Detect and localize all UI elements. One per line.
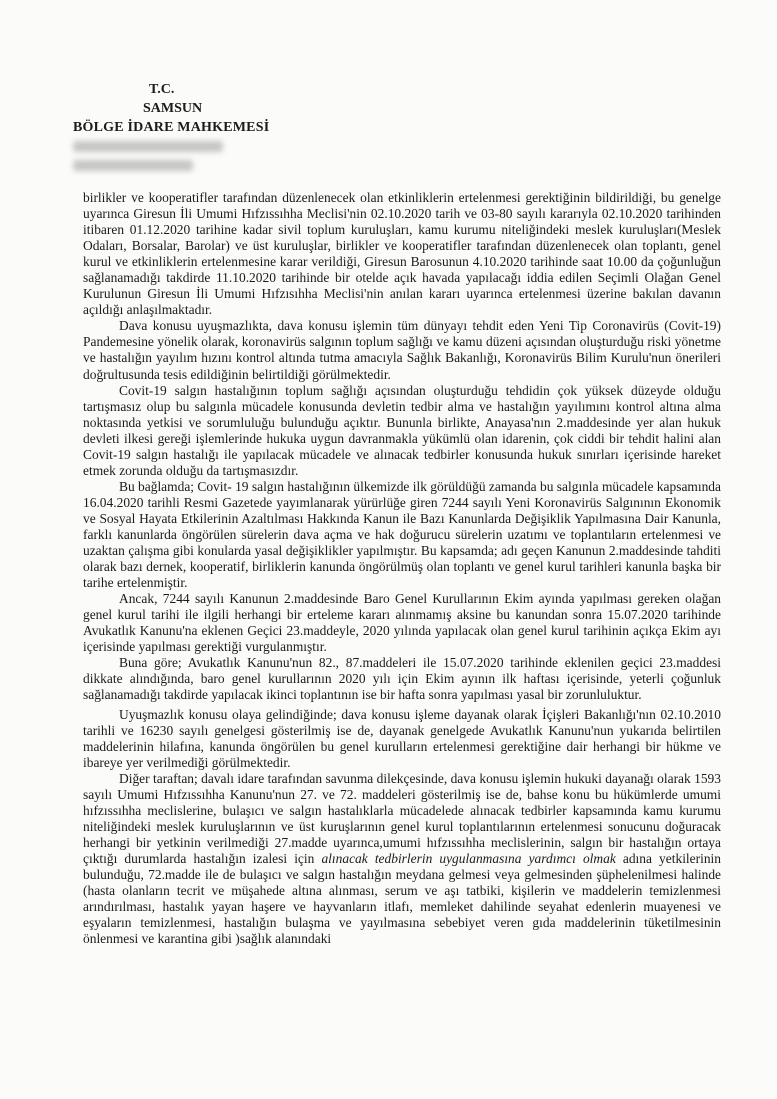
document-header xyxy=(73,80,269,137)
paragraph-8-part-b: adına yetkilerinin bulunduğu, 72.madde ile de bulaşıcı ve salgın hastalığın meydana gelmesi veya gelmesinden şüphelenilmesi halinde (hasta olanların tecrit ve müşahede altına alınması, serum ve aşı tatbiki, kişilerin ve maddelerin temizlenmesi arındırılması, hastalık yayan haşere ve hayvanların itlafı, memleket dahilinde seyahat edenlerin muayenesi ve eşyaların temizlenmesi, hastalığın bulaşma ve yayılmasına sebebiyet veren gıda maddelerinin tüketilmesinin önlenmesi ve karantina gibi )sağlık alanındaki xyxy=(83,850,722,947)
paragraph-8-emphasis: alınacak tedbirlerin uygulanmasına yardımcı olmak xyxy=(321,850,616,866)
paragraph-4: Bu bağlamda; Covit- 19 salgın hastalığının ülkemizde ilk görüldüğü zamanda bu salgınla mücadele kapsamında 16.04.2020 tarihli Resmi Gazetede yayımlanarak yürürlüğe giren 7244 sayılı Yeni Koronavirüs Salgınının Ekonomik ve Sosyal Hayata Etkilerinin Azaltılması Hakkında Kanun ile Bazı Kanunlarda Değişiklik Yapılmasına Dair Kanunla, farklı kanunlarda öngörülen sürelerin dava açma ve hak doğurucu sürelerin uzatımı ve toplantıların ertelenmesi ve uzaktan çalışma gibi konularda yasal değişiklikler yapılmıştır. Bu kapsamda; adı geçen Kanunun 2.maddesinde tahditi olarak bazı dernek, kooperatif, birliklerin kanunda öngörülmüş olan toplantı ve genel kurul tarihleri kanunla başka bir tarihe ertelenmiştir. xyxy=(83,478,721,591)
paragraph-5: Ancak, 7244 sayılı Kanunun 2.maddesinde Baro Genel Kurullarının Ekim ayında yapılması gereken olağan genel kurul tarihi ile ilgili herhangi bir erteleme kararı alınmamış aksine bu kanundan sonra 15.07.2020 tarihinde Avukatlık Kanunu'na eklenen Geçici 23.maddeyle, 2020 yılında yapılacak olan genel kurul tarihinin açıkça Ekim ayı içerisinde yapılması gerektiği vurgulanmıştır. xyxy=(83,591,721,655)
paragraph-1: birlikler ve kooperatifler tarafından düzenlenecek olan etkinliklerin ertelenmesi gerektiğinin bildirildiği, bu genelge uyarınca Giresun İli Umumi Hıfzıssıhha Meclisi'nin 02.10.2020 tarih ve 03-80 sayılı kararıyla 02.10.2020 tarihinden itibaren 01.12.2020 tarihine kadar sivil toplum kuruluşları, kamu kurumu niteliğindeki meslek kuruluşları(Meslek Odaları, Borsalar, Barolar) ve üst kuruluşlar, birlikler ve kooperatifler tarafından düzenlenecek olan toplantı, genel kurul ve etkinliklerin ertelenmesine karar verildiği, Giresun Barosunun 4.10.2020 tarihinde saat 10.00 da çoğunluğun sağlanamadığı takdirde 11.10.2020 tarihinde bir otelde açık havada yapılacağı iddia edilen Seçimli Olağan Genel Kurulunun Giresun İli Umumi Hıfzısıhha Meclisi'nin anılan kararı uyarınca ertelenmesi üzerine bakılan davanın açıldığı anlaşılmaktadır. xyxy=(83,190,721,318)
paragraph-2: Dava konusu uyuşmazlıkta, dava konusu işlemin tüm dünyayı tehdit eden Yeni Tip Coronavirüs (Covit-19) Pandemesine yönelik olarak, koronavirüs salgının toplum sağlığı ve kamu düzeni açısından oluşturduğu riski yönetme ve hastalığın yayılım hızını kontrol altında tutma amacıyla Sağlık Bakanlığı, Koronavirüs Bilim Kurulu'nun önerileri doğrultusunda tesis edildiğinin belirtildiği görülmektedir. xyxy=(83,318,721,382)
document-body xyxy=(83,190,721,947)
paragraph-7: Uyuşmazlık konusu olaya gelindiğinde; dava konusu işleme dayanak olarak İçişleri Bakanlığı'nın 02.10.2010 tarihli ve 16230 sayılı genelgesi gösterilmiş ise de, dayanak genelgede Avukatlık Kanunu'nun yukarıda belirtilen maddelerinin hilafına, kanunda öngörülen bu genel kurulların ertelenmesi gerektiğine dair herhangi bir hükme ve ibareye yer verilmediği görülmektedir. xyxy=(83,706,721,770)
paragraph-3: Covit-19 salgın hastalığının toplum sağlığı açısından oluşturduğu tehdidin çok yüksek düzeyde olduğu tartışmasız olup bu salgınla mücadele konusunda devletin tedbir alma ve hastalığın yayılımını kontrol altına alma noktasında yetkisi ve sorumluluğu bulunduğu açıktır. Bununla birlikte, Anayasa'nın 2.maddesinde yer alan hukuk devleti ilkesi gereği işlemlerinde hukuka uygun davranmakla yükümlü olan idarenin, çok ciddi bir tehdit halini alan Covit-19 salgın hastalığı ile yapılacak mücadele ve alınacak tedbirler konusunda hukuk sınırları içerisinde hareket etmek zorunda olduğu da tartışmasızdır. xyxy=(83,382,721,478)
paragraph-6: Buna göre; Avukatlık Kanunu'nun 82., 87.maddeleri ile 15.07.2020 tarihinde eklenilen geçici 23.maddesi dikkate alındığında, baro genel kurullarının 2020 yılı için Ekim ayının ilk haftası içerisinde, yeterli çoğunluk sağlanamadığı takdirde yapılacak ikinci toplantının ise bir hafta sonra yapılması yasal bir zorunluluktur. xyxy=(83,655,721,703)
redacted-line-1 xyxy=(73,141,223,152)
header-tc: T.C. xyxy=(149,82,175,97)
paragraph-8-part-a: Diğer taraftan; davalı idare tarafından savunma dilekçesinde, dava konusu işlemin hukuki dayanağı olarak 1593 sayılı Umumi Hıfzıssıhha Kanunu'nun 27. ve 72. maddeleri gösterilmiş ise de, bahse konu bu hükümlerde umumi hıfzıssıhha meclislerine, bulaşıcı ve salgın hastalıklarla mücadelede alınacak tedbirler kapsamında kamu kurumu niteliğindeki meslek kuruluşlarının ve üst kuruşlarının genel kurul toplantılarının ertelenmesi sonucunu doğuracak herhangi bir yetkinin verilmediği 27.madde uyarınca,umumi hıfzıssıhha meclislerinin, salgın bir hastalığın ortaya çıktığı durumlarda hastalığın izalesi için xyxy=(83,770,721,866)
header-city: SAMSUN xyxy=(143,101,203,116)
redacted-line-2 xyxy=(73,160,193,171)
header-court-name: BÖLGE İDARE MAHKEMESİ xyxy=(73,120,270,135)
paragraph-8 xyxy=(83,771,721,948)
